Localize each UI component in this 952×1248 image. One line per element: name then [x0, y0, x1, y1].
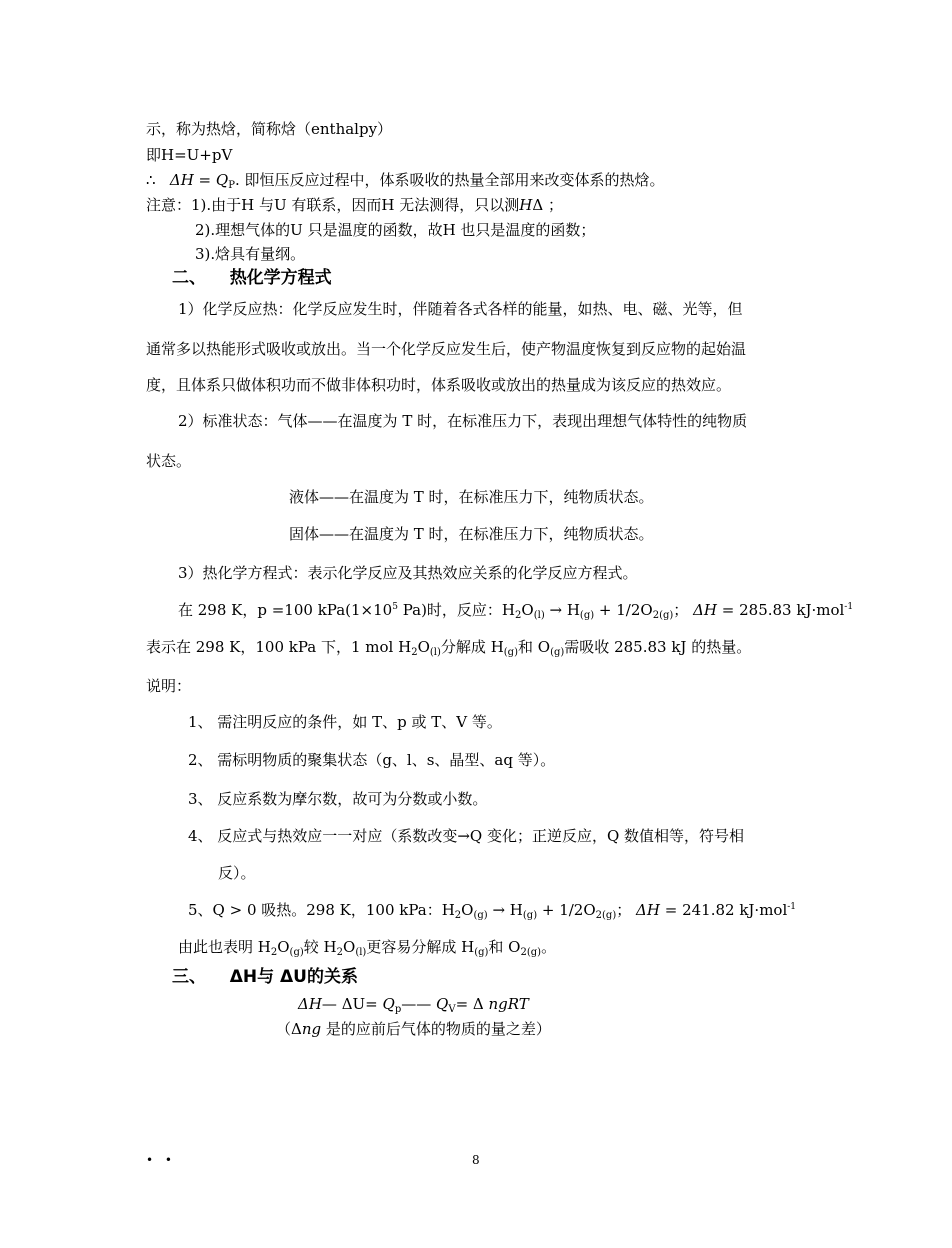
subscript: 2 [652, 610, 660, 621]
list-item-continued: 反）。 [218, 864, 256, 882]
text: O [417, 638, 430, 656]
text-line: 示，称为热焓，简称焓（enthalpy） [146, 120, 393, 138]
paragraph-line: 固体——在温度为 T 时，在标准压力下，纯物质状态。 [289, 525, 654, 543]
text: 由此也表明 H [178, 938, 271, 956]
state-gas: (g) [473, 910, 488, 921]
list-item: 1、 需注明反应的条件，如 T、p 或 T、V 等。 [188, 713, 502, 731]
therefore-symbol: ∴ [146, 171, 156, 189]
text: O [343, 938, 356, 956]
state-gas: (g) [503, 647, 518, 658]
subscript: 2 [411, 647, 418, 658]
state-gas: (g) [659, 610, 674, 621]
equation-line [178, 600, 853, 620]
text: 5、Q > 0 吸热。298 K，100 kPa：H [188, 901, 455, 919]
note-1-tail: Δ ； [532, 196, 563, 214]
list-item: 4、 反应式与热效应一一对应（系数改变→Q 变化；正逆反应，Q 数值相等，符号相 [188, 827, 745, 845]
paragraph-line: 3）热化学方程式：表示化学反应及其热效应关系的化学反应方程式。 [178, 564, 638, 582]
text: 是的应前后气体的物质的量之差） [321, 1020, 551, 1038]
note-label: 说明： [146, 677, 192, 695]
section-heading [172, 966, 358, 988]
equals: = [193, 171, 216, 189]
paragraph-line: 液体——在温度为 T 时，在标准压力下，纯物质状态。 [289, 488, 654, 506]
exponent: 5 [392, 602, 398, 612]
text: 。 [541, 938, 557, 956]
section-heading [172, 267, 332, 289]
heading-title: ΔH与 ΔU的关系 [229, 967, 358, 987]
page-number: 8 [472, 1153, 480, 1167]
ngrt: ngRT [488, 995, 529, 1013]
enthalpy-value: = 285.83 kJ·mol [717, 601, 845, 619]
note-1: 注意：1).由于H 与U 有联系，因而H 无法测得，只以测 [146, 196, 520, 214]
text: —— [401, 995, 437, 1013]
subscript: 2 [336, 947, 343, 958]
ng: ng [301, 1020, 322, 1038]
text-line [146, 195, 563, 215]
text: 较 H [303, 938, 337, 956]
paragraph-line: 2）标准状态：气体——在温度为 T 时，在标准压力下，表现出理想气体特性的纯物质 [178, 412, 748, 430]
subscript: (g) [522, 910, 538, 921]
text: O [277, 938, 290, 956]
subscript: 2 [515, 610, 522, 621]
state-gas: (g) [602, 910, 617, 921]
heading-number: 三、 [172, 967, 206, 987]
text: 更容易分解成 H [366, 938, 475, 956]
exponent: -1 [787, 902, 797, 912]
sub-p: P [228, 180, 235, 191]
text: + 1/2O [594, 601, 653, 619]
heading-title: 热化学方程式 [229, 268, 332, 288]
exponent: -1 [844, 602, 854, 612]
q: Q [436, 995, 449, 1013]
delta-h: ΔH [636, 901, 660, 919]
state-gas: (g) [474, 947, 489, 958]
subscript: 2 [520, 947, 527, 958]
text: 和 O [518, 638, 551, 656]
state-liquid: (l) [355, 947, 367, 958]
subscript: 2 [595, 910, 603, 921]
delta-h: ΔH [169, 171, 194, 189]
text: . 即恒压反应过程中，体系吸收的热量全部用来改变体系的热焓。 [234, 171, 665, 189]
subscript: 2 [270, 947, 278, 958]
paragraph-line: 通常多以热能形式吸收或放出。当一个化学反应发生后，使产物温度恢复到反应物的起始温 [146, 340, 747, 358]
text-line [146, 170, 664, 190]
text: 分解成 H [440, 638, 504, 656]
paragraph-line: 度，且体系只做体积功而不做非体积功时，体系吸收或放出的热量成为该反应的热效应。 [146, 376, 732, 394]
state-gas: (g) [289, 947, 304, 958]
text: （Δ [276, 1020, 302, 1038]
q: Q [215, 171, 229, 189]
meaning-line [146, 637, 751, 657]
var-h: H [519, 196, 533, 214]
text: 需吸收 285.83 kJ 的热量。 [564, 638, 752, 656]
text: O [461, 901, 474, 919]
footer-dots: • • [146, 1153, 176, 1167]
state-liquid: (l) [533, 610, 545, 621]
text: ； [673, 601, 689, 619]
text: ； [616, 901, 632, 919]
reaction-arrow: → H [487, 901, 523, 919]
sub-p: p [394, 1004, 402, 1015]
paragraph-line: 状态。 [146, 452, 192, 470]
text-line: 即H=U+pV [146, 146, 233, 164]
text-line: 3).焓具有量纲。 [195, 245, 306, 263]
text: = Δ [455, 995, 489, 1013]
text: 在 298 K，p =100 kPa(1×10 [178, 601, 393, 619]
conclusion-line [178, 937, 556, 957]
state-liquid: (l) [429, 647, 441, 658]
state-gas: (g) [526, 947, 542, 958]
text: + 1/2O [537, 901, 596, 919]
q: Q [382, 995, 395, 1013]
reaction-arrow: → H [544, 601, 580, 619]
text: 和 O [488, 938, 521, 956]
text: — ΔU= [321, 995, 383, 1013]
text-line: 2).理想气体的U 只是温度的函数，故H 也只是温度的函数； [195, 221, 596, 239]
subscript: (g) [579, 610, 595, 621]
heading-number: 二、 [172, 268, 206, 288]
text: 表示在 298 K，100 kPa 下，1 mol H [146, 638, 412, 656]
state-gas: (g) [550, 647, 565, 658]
subscript: 2 [454, 910, 462, 921]
text: Pa)时，反应：H [397, 601, 516, 619]
list-item: 3、 反应系数为摩尔数，故可为分数或小数。 [188, 790, 488, 808]
formula-line [298, 994, 529, 1014]
list-item: 2、 需标明物质的聚集状态（g、l、s、晶型、aq 等）。 [188, 751, 556, 769]
delta-h: ΔH [693, 601, 717, 619]
formula-explanation [276, 1019, 551, 1039]
enthalpy-value: = 241.82 kJ·mol [659, 901, 788, 919]
list-item [188, 900, 796, 920]
paragraph-line: 1）化学反应热：化学反应发生时，伴随着各式各样的能量，如热、电、磁、光等，但 [178, 300, 743, 318]
sub-v: V [448, 1004, 456, 1015]
delta-h: ΔH [298, 995, 322, 1013]
text: O [521, 601, 534, 619]
